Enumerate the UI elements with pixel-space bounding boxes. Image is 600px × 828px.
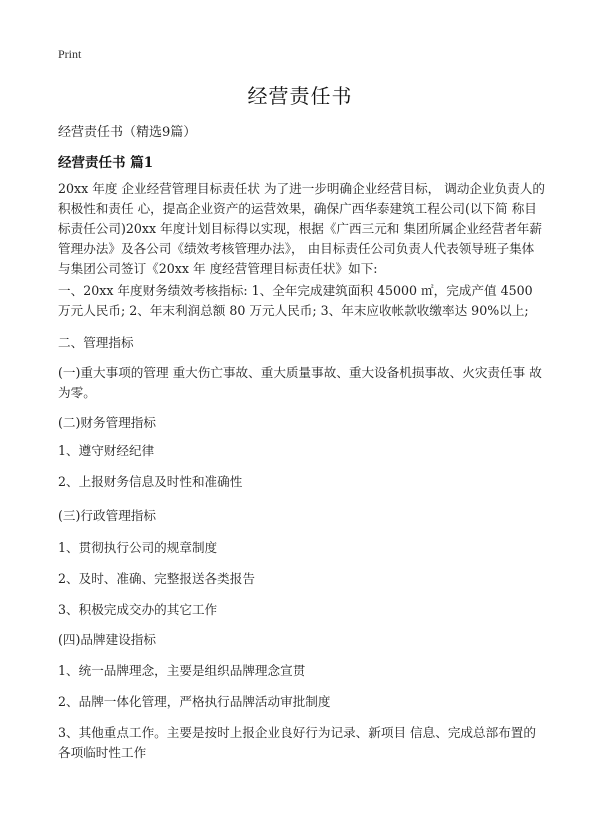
management-indicators-heading: 二、管理指标 xyxy=(58,335,134,350)
brand-item-2: 2、品牌一体化管理，严格执行品牌活动审批制度 xyxy=(58,694,331,709)
admin-management-heading: (三)行政管理指标 xyxy=(58,508,156,523)
finance-management-heading: (二)财务管理指标 xyxy=(58,415,156,430)
finance-item-1: 1、遵守财经纪律 xyxy=(58,443,155,458)
document-subtitle: 经营责任书（精选9篇） xyxy=(58,125,197,140)
intro-paragraph: 20xx 年度 企业经营管理目标责任状 为了进一步明确企业经营目标， 调动企业负责人的积极性和责任 心，提高企业资产的运营效果，确保广西华泰建筑工程公司(以下简 称目标责任公司)20xx 年度计划目标得以实现，根据《广西三元和 集团所属企业经营者年薪管理办法》及各公司《绩效考核管理办法》， 由目标责任公司负责人代表领导班子集体与集团公司签订《20xx 年 度经营管理目标责任状》如下: xyxy=(58,181,546,276)
finance-targets-paragraph: 一、20xx 年度财务绩效考核指标: 1、全年完成建筑面积 45000 ㎡，完成产值 4500 万元人民币; 2、年末利润总额 80 万元人民币; 3、年末应收帐款收缴率达 90%以上; xyxy=(58,283,533,318)
admin-item-3: 3、积极完成交办的其它工作 xyxy=(58,602,218,617)
brand-item-3: 3、其他重点工作。主要是按时上报企业良好行为记录、新项目 信息、完成总部布置的各项临时性工作 xyxy=(58,725,536,760)
admin-item-2: 2、及时、准确、完整报送各类报告 xyxy=(58,571,255,586)
brand-item-1: 1、统一品牌理念，主要是组织品牌理念宣贯 xyxy=(58,663,306,678)
admin-item-1: 1、贯彻执行公司的规章制度 xyxy=(58,540,218,555)
section-heading: 经营责任书 篇1 xyxy=(58,155,154,171)
major-incidents-paragraph: (一)重大事项的管理 重大伤亡事故、重大质量事故、重大设备机损事故、火灾责任事 故为零。 xyxy=(58,365,542,400)
print-label: Print xyxy=(58,47,82,61)
document-title: 经营责任书 xyxy=(247,84,353,108)
finance-item-2: 2、上报财务信息及时性和准确性 xyxy=(58,474,243,489)
brand-building-heading: (四)品牌建设指标 xyxy=(58,632,156,647)
